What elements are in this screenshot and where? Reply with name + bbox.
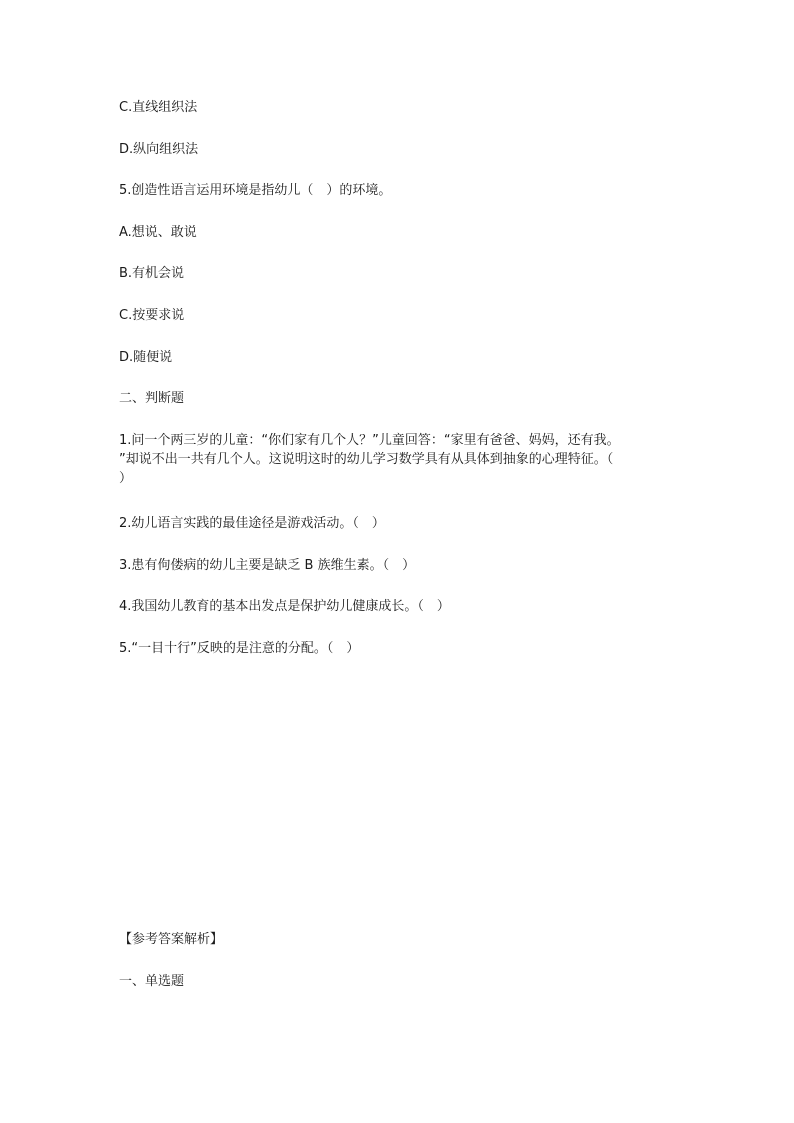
- answers-heading: 【参考答案解析】: [119, 932, 224, 947]
- judgment-question-4: 4.我国幼儿教育的基本出发点是保护幼儿健康成长。（ ）: [119, 599, 450, 614]
- judgment-question-1-line-2: ”却说不出一共有几个人。这说明这时的幼儿学习数学具有从具体到抽象的心理特征。（: [119, 452, 614, 467]
- answers-subheading: 一、单选题: [119, 974, 185, 989]
- judgment-question-3: 3.患有佝偻病的幼儿主要是缺乏 B 族维生素。（ ）: [119, 558, 416, 573]
- judgment-question-5: 5.“一目十行”反映的是注意的分配。（ ）: [119, 641, 360, 656]
- option-c-q4: C.直线组织法: [119, 100, 198, 115]
- option-a-q5: A.想说、敢说: [119, 225, 197, 240]
- option-d-q5: D.随便说: [119, 350, 173, 365]
- option-c-q5: C.按要求说: [119, 308, 185, 323]
- judgment-question-1: [119, 431, 679, 488]
- judgment-question-2: 2.幼儿语言实践的最佳途径是游戏活动。（ ）: [119, 516, 385, 531]
- judgment-question-1-line-3: ）: [119, 471, 133, 486]
- question-5-stem: 5.创造性语言运用环境是指幼儿（ ）的环境。: [119, 183, 392, 198]
- section-heading-judgment: 二、判断题: [119, 391, 185, 406]
- judgment-question-1-line-1: 1.问一个两三岁的儿童：“你们家有几个人？”儿童回答：“家里有爸爸、妈妈，还有我。: [119, 433, 620, 448]
- option-b-q5: B.有机会说: [119, 266, 185, 281]
- option-d-q4: D.纵向组织法: [119, 142, 199, 157]
